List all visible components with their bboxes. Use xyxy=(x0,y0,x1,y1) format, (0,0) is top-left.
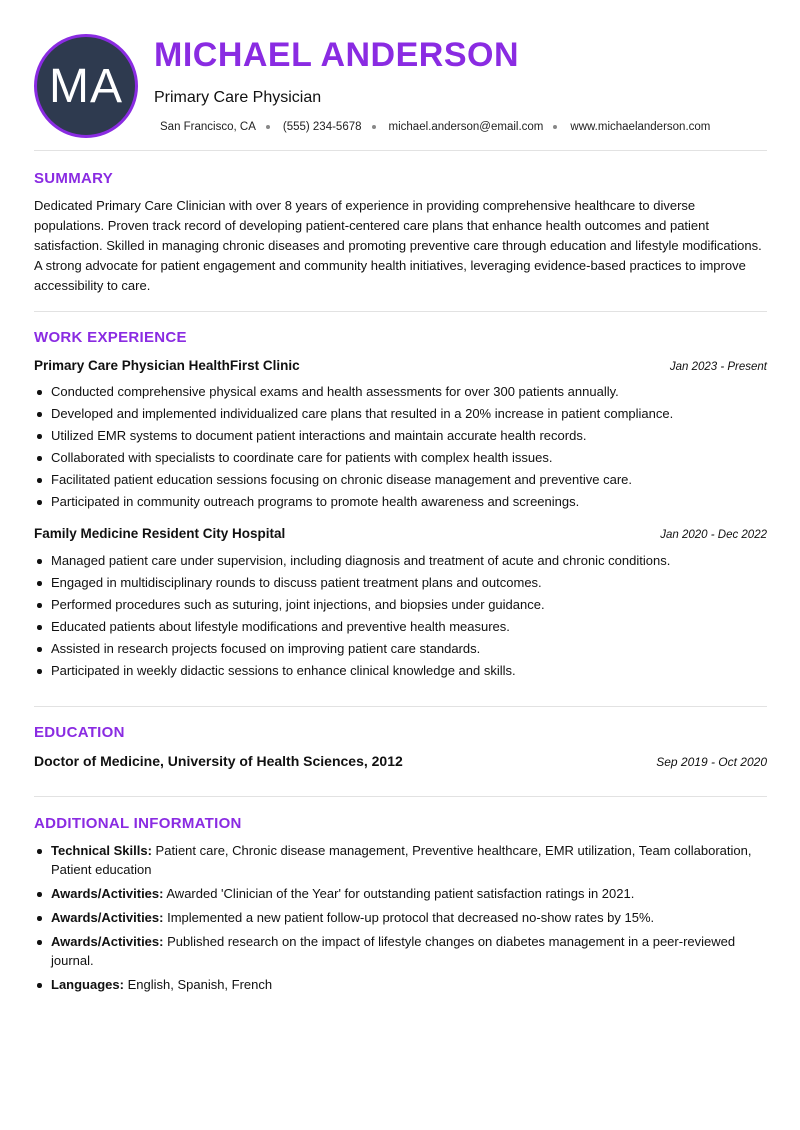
list-item xyxy=(34,975,767,994)
bullet-separator-icon xyxy=(372,125,376,129)
section-divider xyxy=(34,706,767,707)
candidate-title: Primary Care Physician xyxy=(154,89,322,106)
candidate-name: MICHAEL ANDERSON xyxy=(154,36,520,74)
summary-heading: SUMMARY xyxy=(34,170,114,187)
contact-location: San Francisco, CA xyxy=(160,121,256,133)
job-role: Primary Care Physician HealthFirst Clinic xyxy=(34,358,300,373)
work-experience-heading: WORK EXPERIENCE xyxy=(34,329,187,346)
job-dates: Jan 2023 - Present xyxy=(669,361,767,373)
job-role: Family Medicine Resident City Hospital xyxy=(34,526,286,541)
info-label: Awards/Activities: xyxy=(51,910,164,925)
contact-phone: (555) 234-5678 xyxy=(282,121,362,133)
info-label: Awards/Activities: xyxy=(51,886,164,901)
contact-website[interactable]: www.michaelanderson.com xyxy=(570,121,711,133)
list-item: Conducted comprehensive physical exams and health assessments for over 300 patients annually. xyxy=(34,382,767,401)
bullet-separator-icon xyxy=(553,125,557,129)
list-item: Managed patient care under supervision, including diagnosis and treatment of acute and chronic conditions. xyxy=(34,551,767,570)
summary-text: Dedicated Primary Care Clinician with over 8 years of experience in providing comprehensive healthcare to diverse populations. Proven track record of developing patient-centered care plans that enhance health outcomes and patient satisfaction. Skilled in managing chronic diseases and promoting preventive care through education and lifestyle modifications. A strong advocate for patient engagement and community health initiatives, leveraging evidence-based practices to improve accessibility to care. xyxy=(34,198,762,293)
education-dates: Sep 2019 - Oct 2020 xyxy=(656,755,767,769)
job-bullet-list xyxy=(34,382,767,514)
section-divider xyxy=(34,311,767,312)
list-item: Collaborated with specialists to coordinate care for patients with complex health issues. xyxy=(34,448,767,467)
education-heading: EDUCATION xyxy=(34,724,125,741)
list-item: Performed procedures such as suturing, joint injections, and biopsies under guidance. xyxy=(34,595,767,614)
info-value: Awarded 'Clinician of the Year' for outstanding patient satisfaction ratings in 2021. xyxy=(166,886,635,901)
list-item: Developed and implemented individualized care plans that resulted in a 20% increase in patient compliance. xyxy=(34,404,767,423)
list-item xyxy=(34,908,767,927)
info-value: Patient care, Chronic disease management, Preventive healthcare, EMR utilization, Team collaboration, Patient education xyxy=(51,843,752,877)
additional-info-list xyxy=(34,841,767,999)
contact-email[interactable]: michael.anderson@email.com xyxy=(388,121,544,133)
list-item: Educated patients about lifestyle modifications and preventive health measures. xyxy=(34,617,767,636)
info-label: Languages: xyxy=(51,977,124,992)
avatar-initials: MA xyxy=(49,59,123,113)
info-label: Awards/Activities: xyxy=(51,934,164,949)
info-value: Published research on the impact of lifestyle changes on diabetes management in a peer-reviewed journal. xyxy=(51,934,736,968)
info-label: Technical Skills: xyxy=(51,843,152,858)
list-item: Engaged in multidisciplinary rounds to discuss patient treatment plans and outcomes. xyxy=(34,573,767,592)
info-value: Implemented a new patient follow-up protocol that decreased no-show rates by 15%. xyxy=(167,910,655,925)
additional-information-heading: ADDITIONAL INFORMATION xyxy=(34,815,242,832)
job-bullet-list xyxy=(34,551,767,683)
list-item: Participated in weekly didactic sessions to enhance clinical knowledge and skills. xyxy=(34,661,767,680)
contact-info xyxy=(160,121,710,133)
job-dates: Jan 2020 - Dec 2022 xyxy=(660,529,767,541)
education-entry xyxy=(34,753,767,769)
list-item: Participated in community outreach programs to promote health awareness and screenings. xyxy=(34,492,767,511)
job-header xyxy=(34,358,767,373)
job-header xyxy=(34,526,767,541)
education-degree: Doctor of Medicine, University of Health Sciences, 2012 xyxy=(34,753,403,769)
list-item: Facilitated patient education sessions focusing on chronic disease management and preventive care. xyxy=(34,470,767,489)
resume-header xyxy=(0,0,800,150)
list-item: Assisted in research projects focused on improving patient care standards. xyxy=(34,639,767,658)
list-item: Utilized EMR systems to document patient interactions and maintain accurate health records. xyxy=(34,426,767,445)
list-item xyxy=(34,884,767,903)
list-item xyxy=(34,932,767,970)
avatar xyxy=(34,34,138,138)
info-value: English, Spanish, French xyxy=(127,977,273,992)
list-item xyxy=(34,841,767,879)
bullet-separator-icon xyxy=(266,125,270,129)
section-divider xyxy=(34,150,767,151)
section-divider xyxy=(34,796,767,797)
